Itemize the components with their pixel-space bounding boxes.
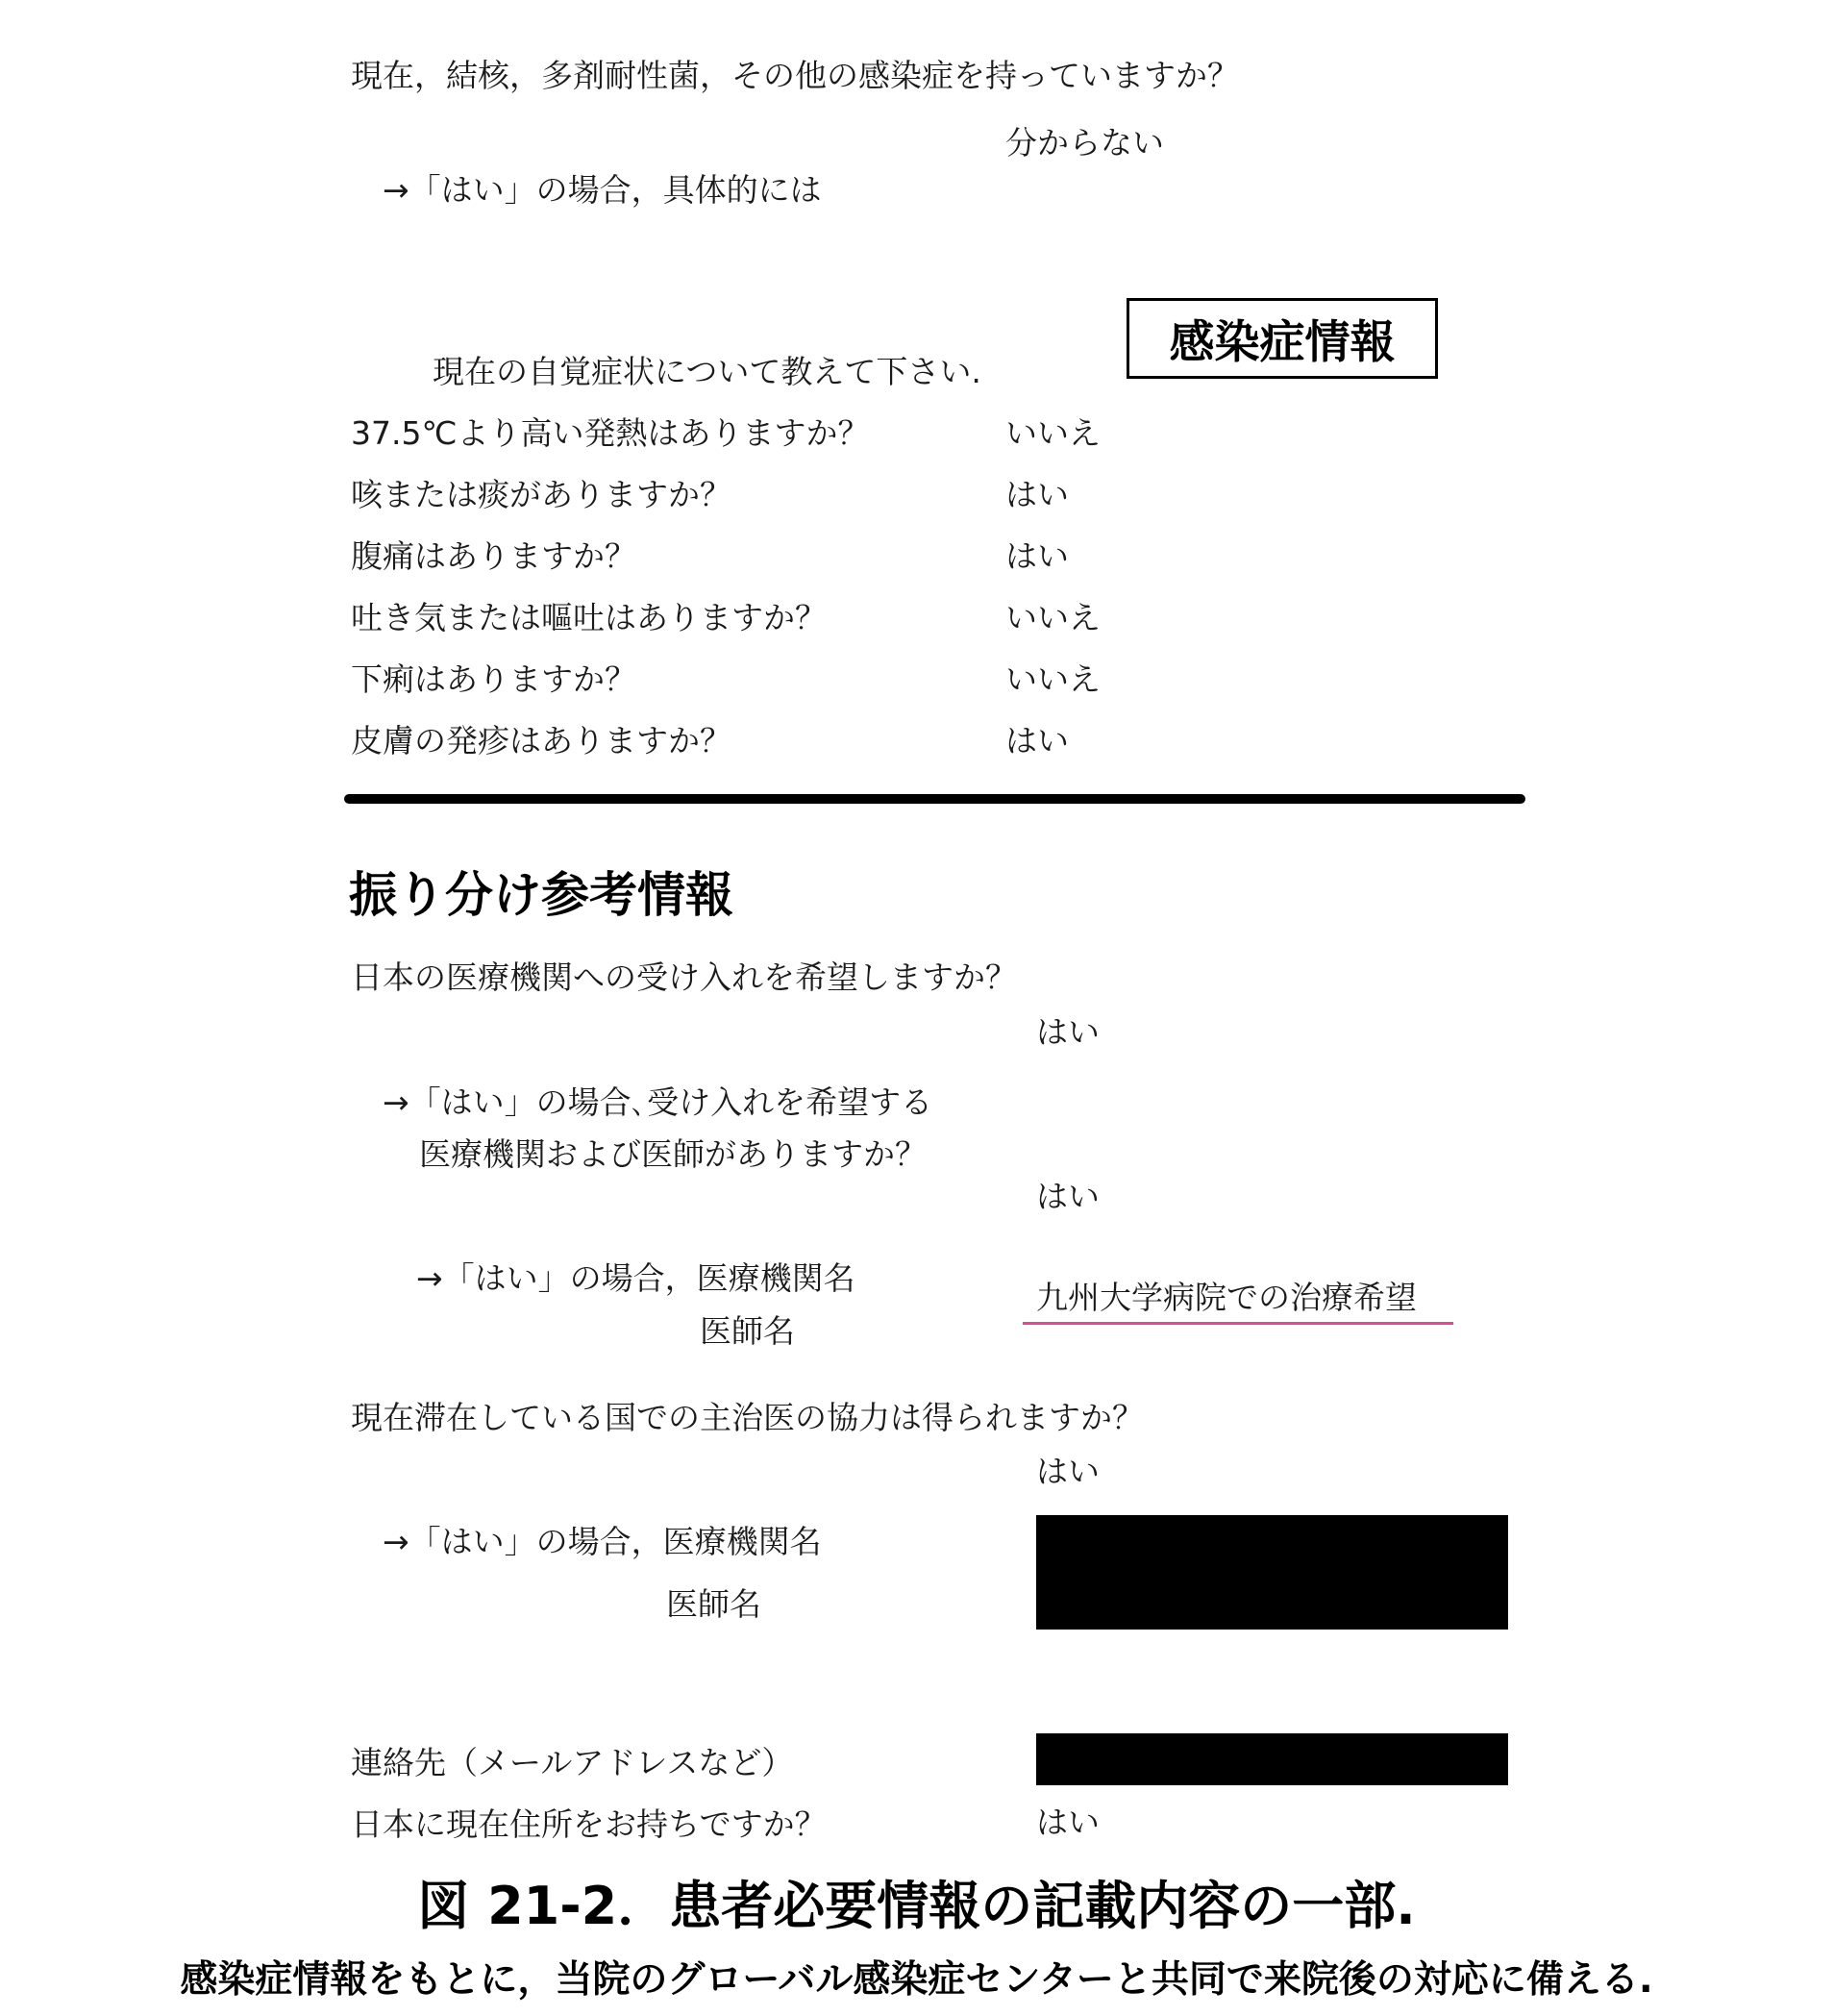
symptom-question: 吐き気または嘔吐はありますか？ <box>351 599 827 636</box>
question-japan-acceptance: 日本の医療機関への受け入れを希望しますか？ <box>351 958 1017 996</box>
infection-info-badge: 感染症情報 <box>1127 298 1438 379</box>
label-institution-name: →「はい」の場合，医療機関名 <box>416 1259 855 1297</box>
question-infection-detail: →「はい」の場合，具体的には <box>383 171 822 209</box>
symptoms-intro: 現在の自覚症状について教えて下さい. <box>433 353 981 390</box>
question-preferred-line1: →「はい」の場合､受け入れを希望する <box>383 1083 933 1121</box>
symptom-question: 咳または痰がありますか？ <box>351 476 731 513</box>
question-local-doctor: 現在滞在している国での主治医の協力は得られますか？ <box>351 1399 1144 1436</box>
label-local-doctor: 医師名 <box>666 1585 761 1623</box>
symptom-answer: はい <box>1005 537 1069 575</box>
label-local-institution: →「はい」の場合，医療機関名 <box>383 1523 822 1560</box>
symptom-question: 下痢はありますか？ <box>351 660 636 698</box>
symptom-question: 腹痛はありますか？ <box>351 537 636 575</box>
answer-japan-acceptance: はい <box>1036 1013 1100 1051</box>
question-infection-current: 現在，結核，多剤耐性菌，その他の感染症を持っていますか？ <box>351 57 1239 94</box>
question-preferred-line2: 医療機関および医師がありますか？ <box>419 1135 927 1173</box>
answer-japan-address: はい <box>1036 1804 1100 1841</box>
symptom-question: 皮膚の発疹はありますか？ <box>351 722 731 759</box>
symptom-answer: いいえ <box>1005 599 1101 636</box>
symptom-question: 37.5℃より高い発熱はありますか？ <box>351 414 870 452</box>
symptom-answer: いいえ <box>1005 414 1101 452</box>
redacted-block-institution <box>1036 1515 1508 1630</box>
question-contact: 連絡先（メールアドレスなど） <box>351 1744 794 1781</box>
symptom-answer: はい <box>1005 476 1069 513</box>
answer-preferred: はい <box>1036 1178 1100 1215</box>
answer-institution: 九州大学病院での治療希望 <box>1036 1279 1417 1316</box>
answer-underline <box>1023 1322 1453 1325</box>
answer-infection-current: 分からない <box>1005 124 1164 162</box>
figure-caption-description: 感染症情報をもとに，当院のグローバル感染症センターと共同で来院後の対応に備える. <box>180 1958 1653 2002</box>
section-divider <box>344 794 1525 804</box>
symptom-answer: はい <box>1005 722 1069 759</box>
symptom-answer: いいえ <box>1005 660 1101 698</box>
label-doctor-name: 医師名 <box>700 1312 795 1350</box>
question-japan-address: 日本に現在住所をお持ちですか？ <box>351 1805 827 1843</box>
answer-local-doctor: はい <box>1036 1453 1100 1490</box>
triage-section-title: 振り分け参考情報 <box>349 867 733 923</box>
redacted-block-contact <box>1036 1733 1508 1785</box>
figure-caption-title: 図 21-2．患者必要情報の記載内容の一部. <box>417 1876 1416 1936</box>
